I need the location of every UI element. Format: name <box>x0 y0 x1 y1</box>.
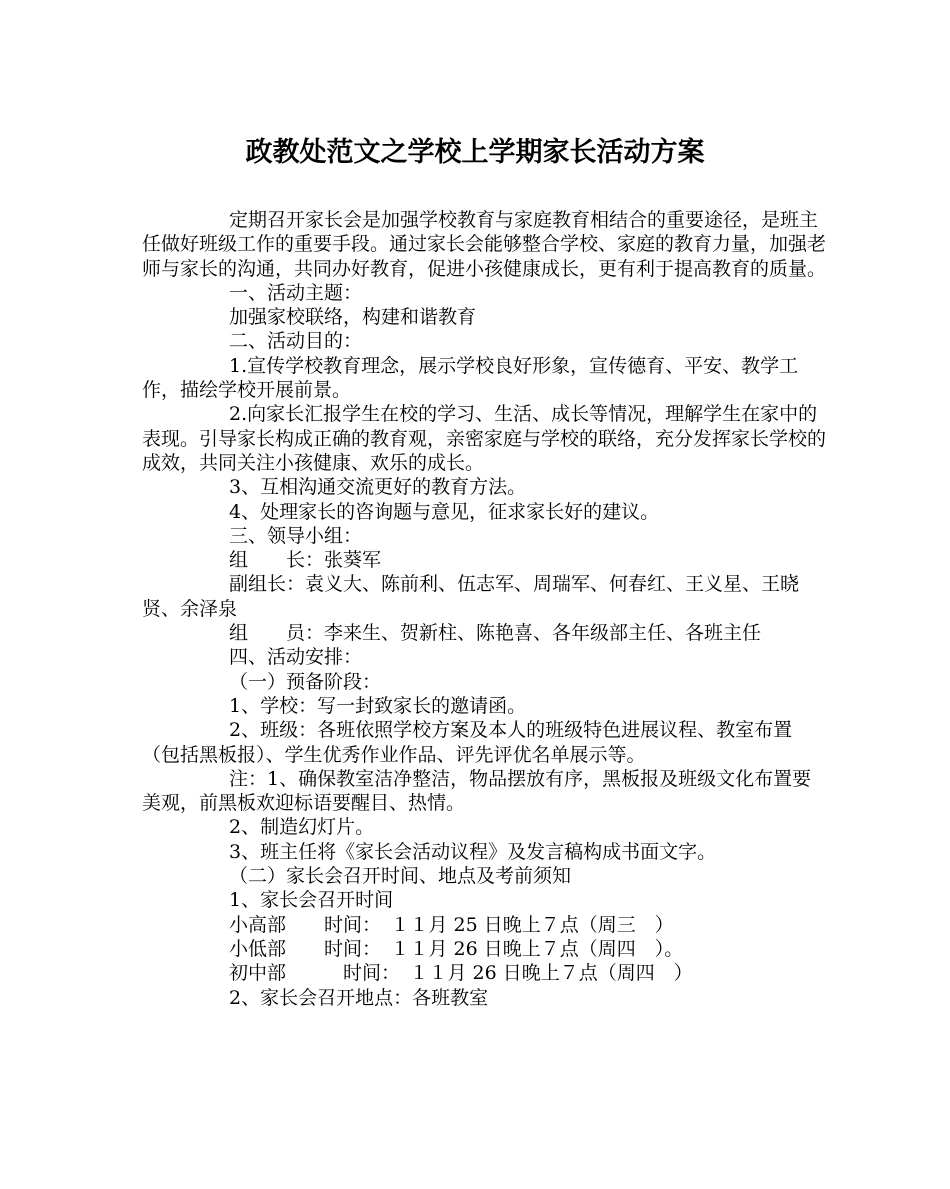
meeting-place-line: 2、家长会召开地点：各班教室 <box>229 986 489 1009</box>
document-body <box>142 208 826 1010</box>
schedule-row: 初中部 时间： １１月 26 日晚上７点（周四 ） <box>229 962 693 985</box>
section-heading-arrangement: 四、活动安排： <box>229 646 363 669</box>
purpose-item-2: 2.向家长汇报学生在校的学习、生活、成长等情况，理解学生在家中的表现。引导家长构成正确的教育观，亲密家庭与学校的联络，充分发挥家长学校的成效，共同关注小孩健康、欢乐的成长。 <box>142 403 827 474</box>
members-line: 组 员：李来生、贺新柱、陈艳喜、各年级部主任、各班主任 <box>229 622 762 645</box>
meeting-time-heading: 1、家长会召开时间 <box>229 889 394 912</box>
prep-note: 注：1、确保教室洁净整洁，物品摆放有序，黑板报及班级文化布置要美观，前黑板欢迎标语要醒目、热情。 <box>142 767 812 815</box>
purpose-item-3: 3、互相沟通交流更好的教育方法。 <box>229 476 527 499</box>
prep-item-slides: 2、制造幻灯片。 <box>229 816 375 839</box>
leader-line: 组 长：张葵军 <box>229 549 382 572</box>
intro-paragraph: 定期召开家长会是加强学校教育与家庭教育相结合的重要途径，是班主任做好班级工作的重要手段。通过家长会能够整合学校、家庭的教育力量，加强老师与家长的沟通，共同办好教育，促进小孩健康成长，更有利于提高教育的质量。 <box>142 209 827 280</box>
schedule-row: 小高部 时间： １１月 25 日晚上７点（周三 ） <box>229 913 674 936</box>
document-title: 政教处范文之学校上学期家长活动方案 <box>245 137 705 168</box>
prep-item-1: 1、学校：写一封致家长的邀请函。 <box>229 694 527 717</box>
theme-text: 加强家校联络，构建和谐教育 <box>229 306 477 329</box>
section-heading-leadership: 三、领导小组： <box>229 524 363 547</box>
prep-item-2: 2、班级：各班依照学校方案及本人的班级特色进展议程、教室布置（包括黑板报）、学生优秀作业作品、评先评优名单展示等。 <box>142 719 793 766</box>
purpose-item-1: 1.宣传学校教育理念，展示学校良好形象，宣传德育、平安、教学工作，描绘学校开展前景。 <box>142 354 799 402</box>
schedule-row: 小低部 时间： １１月 26 日晚上７点（周四 ）。 <box>229 937 684 960</box>
subsection-time-place: （二）家长会召开时间、地点及考前须知 <box>229 865 572 888</box>
section-heading-theme: 一、活动主题： <box>229 281 363 304</box>
section-heading-purpose: 二、活动目的： <box>229 330 363 353</box>
purpose-item-4: 4、处理家长的咨询题与意见，征求家长好的建议。 <box>229 500 660 523</box>
deputy-leader-line: 副组长：袁义大、陈前利、伍志军、周瑞军、何春红、王义星、王晓贤、余泽泉 <box>142 573 800 620</box>
prep-item-agenda: 3、班主任将《家长会活动议程》及发言稿构成书面文字。 <box>229 840 717 863</box>
subsection-preparation: （一）预备阶段： <box>229 670 382 693</box>
